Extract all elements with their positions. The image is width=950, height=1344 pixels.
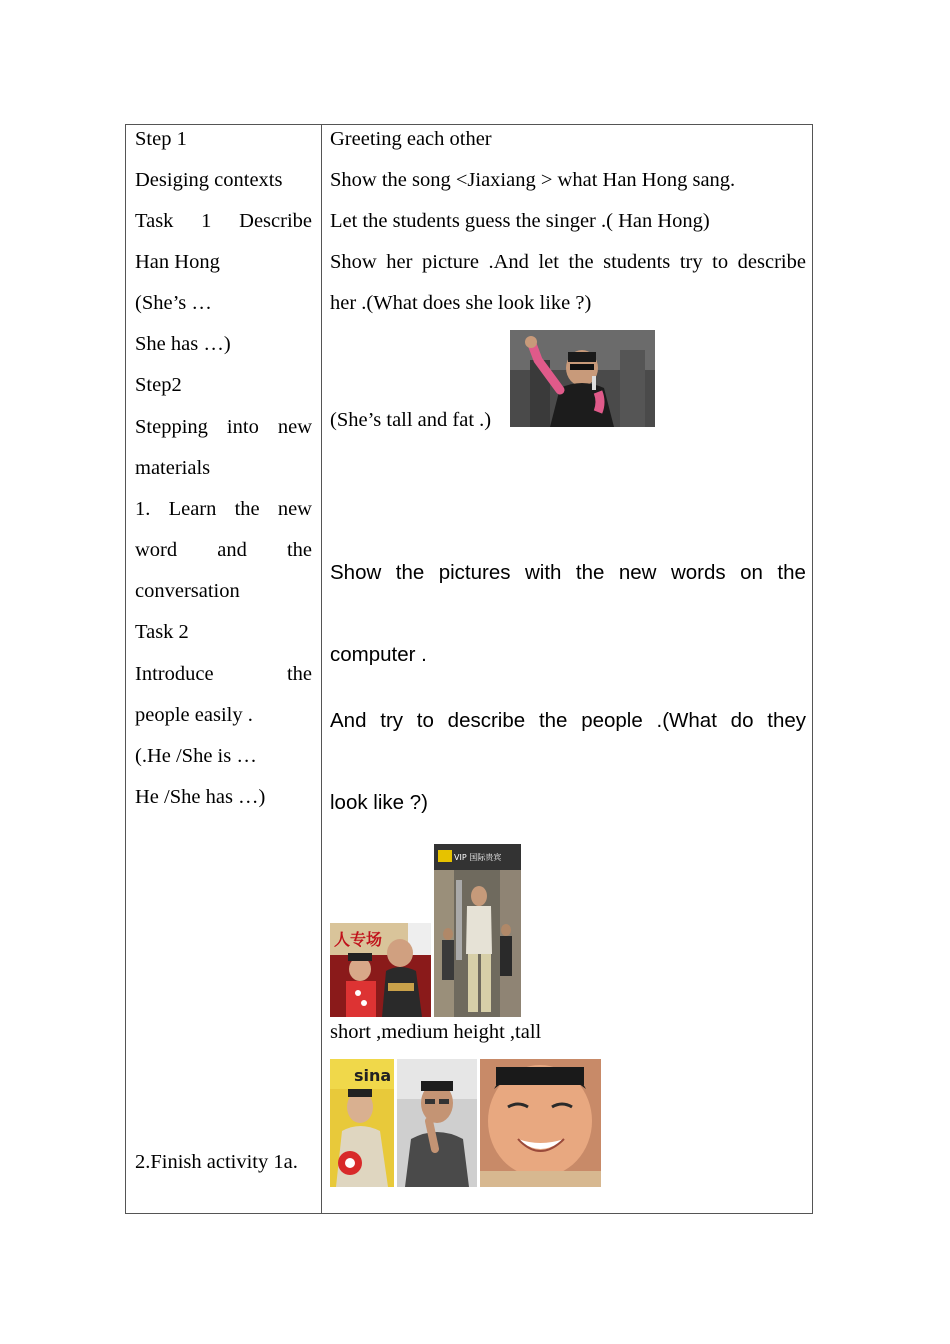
- task1-word: Describe: [239, 210, 312, 232]
- show-picture-word: the: [568, 251, 594, 273]
- medium-man-photo: [397, 1059, 477, 1187]
- vip-sign-text: VIP 国际贵宾: [454, 853, 502, 862]
- fat-man-photo: [480, 1059, 601, 1187]
- step2-label: Step2: [135, 374, 182, 396]
- heights-caption: short ,medium height ,tall: [330, 1021, 542, 1043]
- learn-word: the: [234, 498, 260, 520]
- try-describe-word: do: [730, 709, 754, 732]
- show-picture-line: [330, 250, 806, 274]
- learn-line: [135, 497, 312, 521]
- people-easily: people easily .: [135, 704, 253, 726]
- show-pictures-word: on: [740, 561, 763, 584]
- show-pictures-word: the: [395, 561, 425, 584]
- guess-singer-line: Let the students guess the singer .( Han Hong): [330, 210, 710, 232]
- stepping-word: Stepping: [135, 416, 208, 438]
- show-picture-word: try: [679, 251, 703, 273]
- show-pictures-word: words: [670, 561, 726, 584]
- shes-prompt: (She’s …: [135, 292, 212, 314]
- show-pictures-word: Show: [330, 561, 382, 584]
- stepping-word: new: [277, 416, 312, 438]
- introduce-word: Introduce: [135, 663, 214, 685]
- show-picture-word: Show: [330, 251, 377, 273]
- show-picture-word: describe: [737, 251, 806, 273]
- her-what-line: her .(What does she look like ?): [330, 292, 592, 314]
- computer-line: computer .: [330, 643, 427, 666]
- materials-label: materials: [135, 457, 211, 479]
- show-picture-word: students: [603, 251, 671, 273]
- introduce-line: [135, 662, 312, 686]
- finish-activity: 2.Finish activity 1a.: [135, 1151, 298, 1173]
- show-pictures-word: the: [575, 561, 605, 584]
- lesson-table: [125, 124, 813, 1214]
- word-line: [135, 538, 312, 562]
- show-pictures-word: with: [524, 561, 562, 584]
- han-hong-label: Han Hong: [135, 251, 220, 273]
- word-word: and: [217, 539, 247, 561]
- conversation-label: conversation: [135, 580, 240, 602]
- short-tall-photo: [330, 923, 431, 1017]
- stepping-word: into: [226, 416, 259, 438]
- learn-word: 1.: [135, 498, 151, 520]
- designing-contexts: Desiging contexts: [135, 169, 283, 191]
- task1-line: [135, 209, 312, 233]
- greeting-line: Greeting each other: [330, 128, 492, 150]
- try-describe-word: people: [581, 709, 643, 732]
- he-she-is-prompt: (.He /She is …: [135, 745, 257, 767]
- learn-word: Learn: [168, 498, 217, 520]
- sign-text: 人专场: [334, 930, 383, 949]
- introduce-word: the: [286, 663, 312, 685]
- tall-person-photo: [434, 844, 521, 1017]
- show-pictures-word: the: [777, 561, 806, 584]
- try-describe-word: try: [380, 709, 404, 732]
- task1-word: Task: [135, 210, 174, 232]
- task1-word: 1: [201, 210, 212, 232]
- show-pictures-line: [330, 561, 806, 585]
- try-describe-word: .(What: [656, 709, 717, 732]
- he-she-has-prompt: He /She has …): [135, 786, 266, 808]
- try-describe-word: the: [538, 709, 568, 732]
- she-has-prompt: She has …): [135, 333, 231, 355]
- column-divider: [321, 125, 322, 1213]
- try-describe-line: [330, 709, 806, 733]
- show-picture-word: picture: [422, 251, 479, 273]
- task2-label: Task 2: [135, 621, 189, 643]
- step1-label: Step 1: [135, 128, 187, 150]
- show-picture-word: to: [712, 251, 729, 273]
- show-song-line: Show the song <Jiaxiang > what Han Hong sang.: [330, 169, 736, 191]
- sina-logo-text: sina: [354, 1066, 392, 1085]
- show-picture-word: let: [538, 251, 559, 273]
- try-describe-word: describe: [447, 709, 526, 732]
- look-like-line: look like ?): [330, 791, 428, 814]
- word-word: word: [135, 539, 178, 561]
- stepping-line: [135, 415, 312, 439]
- show-pictures-word: new: [618, 561, 657, 584]
- try-describe-word: they: [767, 709, 806, 732]
- han-hong-photo: [510, 330, 655, 427]
- word-word: the: [286, 539, 312, 561]
- show-picture-word: her: [386, 251, 413, 273]
- show-picture-word: .And: [488, 251, 529, 273]
- learn-word: new: [277, 498, 312, 520]
- try-describe-word: And: [330, 709, 367, 732]
- thin-man-photo: [330, 1059, 394, 1187]
- show-pictures-word: pictures: [438, 561, 511, 584]
- try-describe-word: to: [416, 709, 434, 732]
- tall-fat-line: (She’s tall and fat .): [330, 409, 492, 431]
